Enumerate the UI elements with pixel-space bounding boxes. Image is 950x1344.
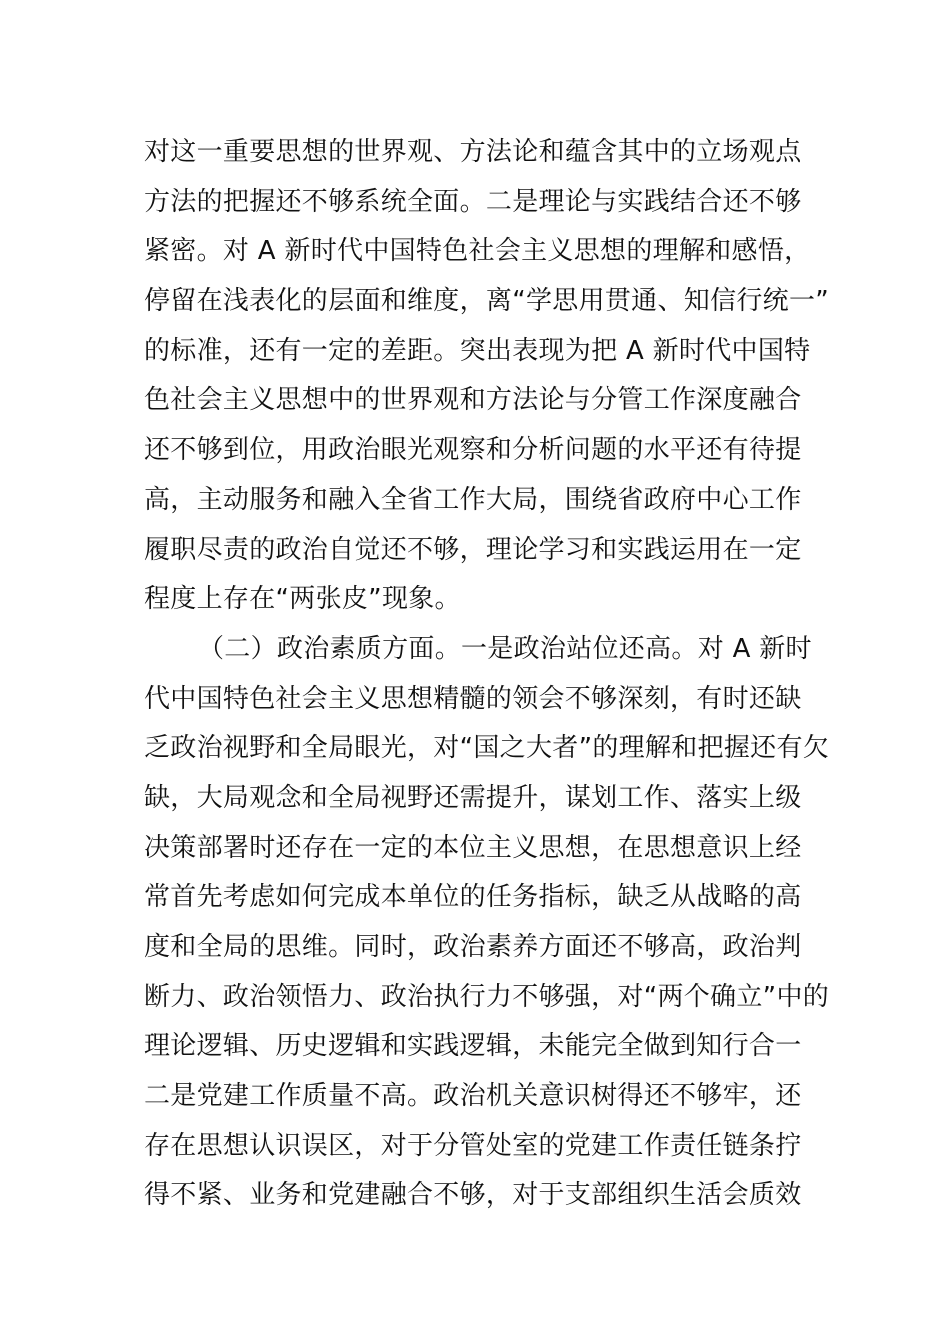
text-line: 色社会主义思想中的世界观和方法论与分管工作深度融合 — [144, 385, 802, 416]
body-text — [144, 128, 830, 1221]
text-line: 存在思想认识误区，对于分管处室的党建工作责任链条拧 — [144, 1130, 802, 1161]
text-line: 理论逻辑、历史逻辑和实践逻辑，未能完全做到知行合一 — [144, 1031, 802, 1062]
text-line: 得不紧、业务和党建融合不够，对于支部组织生活会质效 — [144, 1180, 802, 1211]
text-line: 程度上存在“两张皮”现象。 — [144, 584, 461, 615]
text-line: 缺，大局观念和全局视野还需提升，谋划工作、落实上级 — [144, 782, 802, 813]
text-line: 紧密。对 A 新时代中国特色社会主义思想的理解和感悟， — [144, 236, 811, 267]
text-line: 停留在浅表化的层面和维度，离“学思用贯通、知信行统一” — [144, 286, 830, 317]
text-line: 二是党建工作质量不高。政治机关意识树得还不够牢，还 — [144, 1081, 802, 1112]
text-line: 方法的把握还不够系统全面。二是理论与实践结合还不够 — [144, 186, 802, 217]
text-line: 断力、政治领悟力、政治执行力不够强，对“两个确立”中的 — [144, 981, 830, 1012]
text-line: 乏政治视野和全局眼光，对“国之大者”的理解和把握还有欠 — [144, 733, 830, 764]
text-line: 度和全局的思维。同时，政治素养方面还不够高，政治判 — [144, 932, 802, 962]
text-line: 常首先考虑如何完成本单位的任务指标，缺乏从战略的高 — [144, 882, 802, 913]
section-heading-line: （二）政治素质方面。一是政治站位还高。对 A 新时 — [198, 633, 812, 664]
text-line: 的标准，还有一定的差距。突出表现为把 A 新时代中国特 — [144, 335, 811, 366]
text-line: 还不够到位，用政治眼光观察和分析问题的水平还有待提 — [144, 435, 802, 466]
text-line: 决策部署时还存在一定的本位主义思想，在思想意识上经 — [144, 832, 802, 863]
text-line: 履职尽责的政治自觉还不够，理论学习和实践运用在一定 — [144, 534, 802, 565]
text-line: 代中国特色社会主义思想精髓的领会不够深刻，有时还缺 — [144, 683, 802, 714]
text-line: 对这一重要思想的世界观、方法论和蕴含其中的立场观点 — [144, 137, 802, 167]
text-line: 高，主动服务和融入全省工作大局，围绕省政府中心工作 — [144, 484, 802, 515]
